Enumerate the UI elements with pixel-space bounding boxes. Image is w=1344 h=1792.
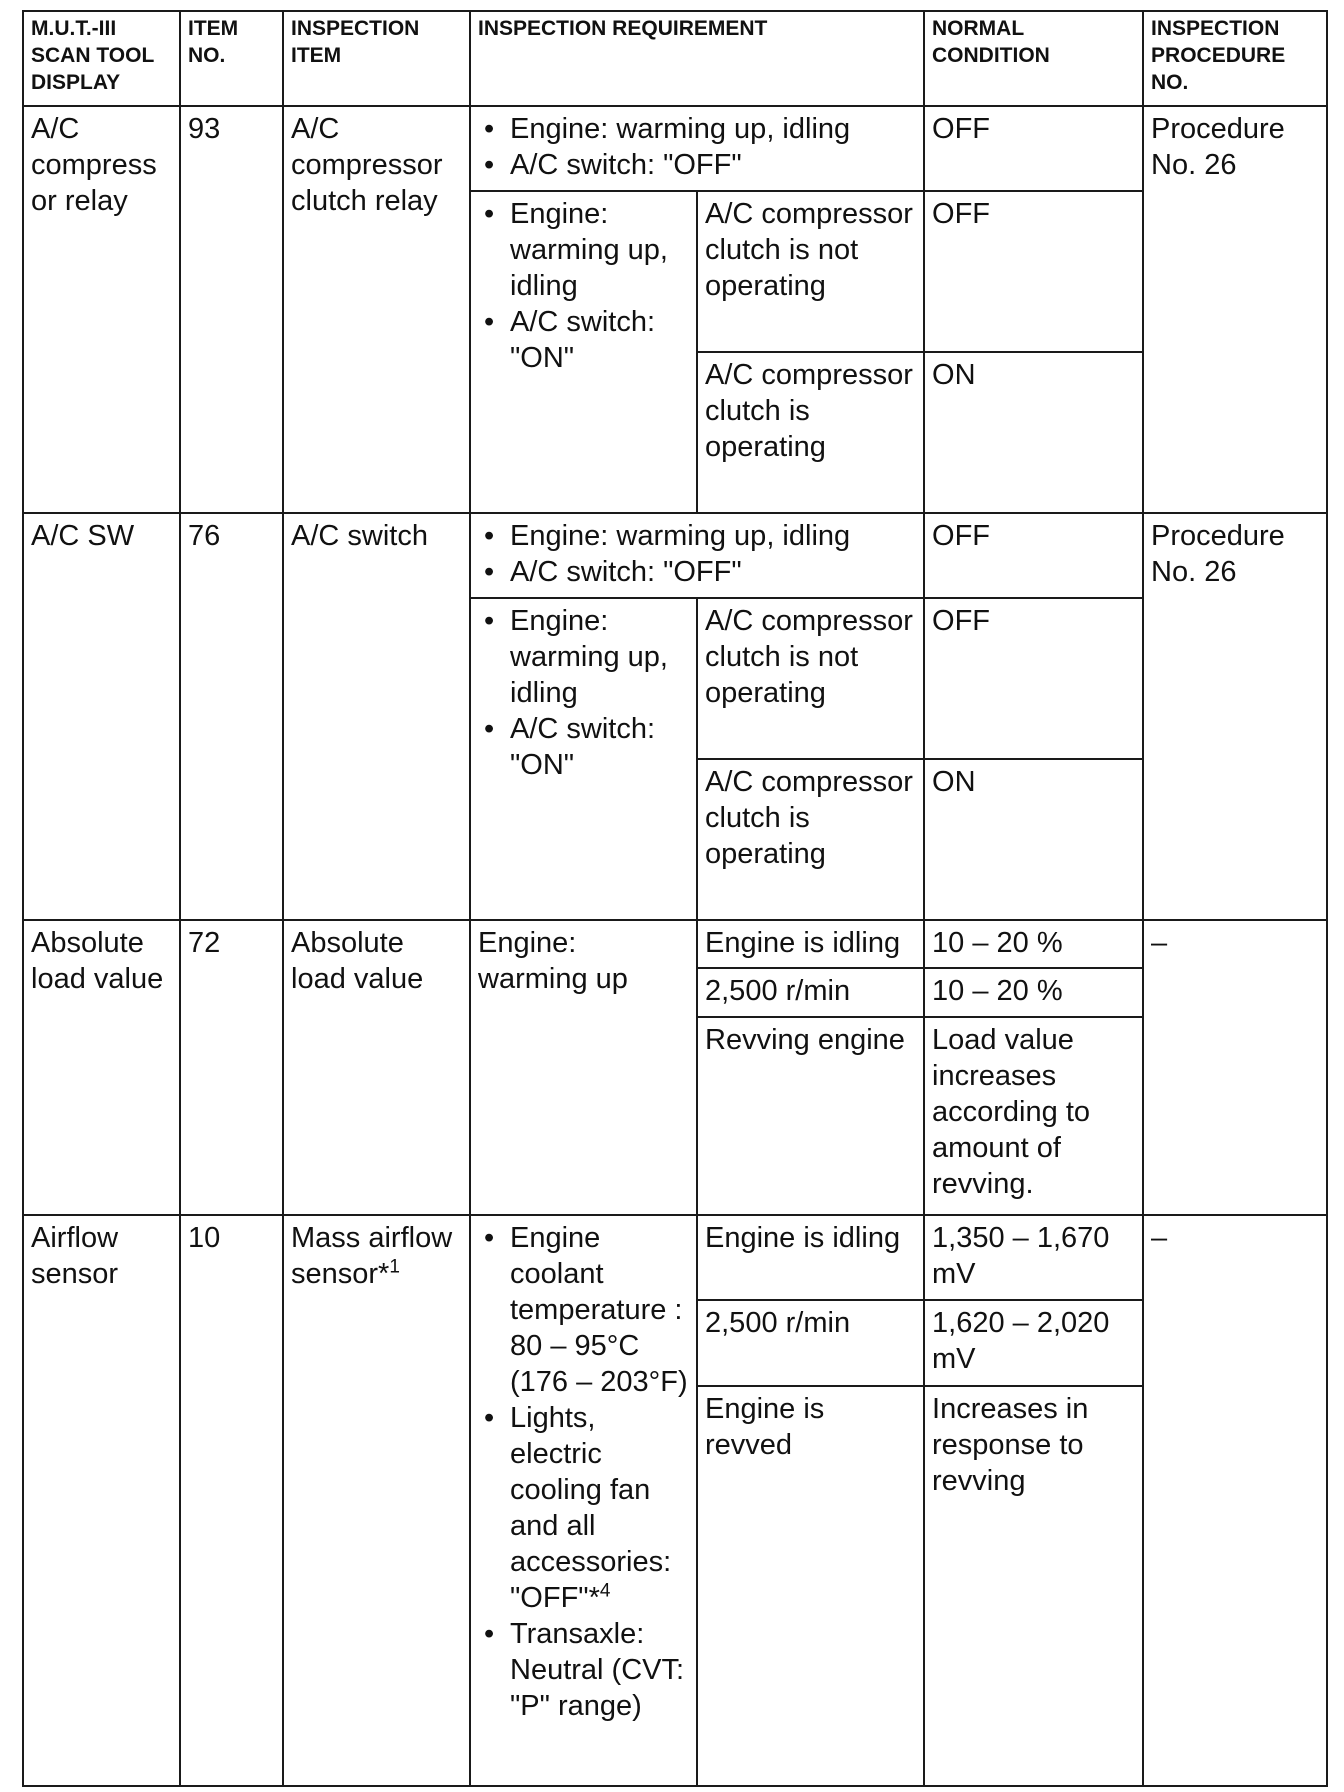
cell-requirement: Engine: warming up bbox=[470, 920, 697, 1215]
cell-procedure: Procedure No. 26 bbox=[1143, 106, 1327, 513]
cell-condition: 2,500 r/min bbox=[697, 1300, 924, 1386]
header-normal: NORMAL CONDITION bbox=[924, 11, 1143, 106]
list-item-text: Lights, electric cooling fan and all accessories: "OFF"* bbox=[510, 1402, 672, 1615]
cell-normal: 1,350 – 1,670 mV bbox=[924, 1215, 1143, 1300]
list-item: • Engine: warming up, idling bbox=[510, 603, 689, 711]
cell-procedure: – bbox=[1143, 1215, 1327, 1786]
item-text: Mass airflow sensor* bbox=[291, 1222, 453, 1291]
cell-display: A/C compress or relay bbox=[23, 106, 180, 513]
header-item: INSPECTION ITEM bbox=[283, 11, 470, 106]
cell-requirement bbox=[470, 1215, 697, 1786]
cell-item-no: 72 bbox=[180, 920, 283, 1215]
cell-normal: 10 – 20 % bbox=[924, 920, 1143, 968]
table-row bbox=[23, 513, 1327, 598]
cell-normal: Load value increases according to amount of revving. bbox=[924, 1017, 1143, 1215]
cell-item: A/C switch bbox=[283, 513, 470, 920]
table-row bbox=[23, 920, 1327, 968]
list-item: • A/C switch: "ON" bbox=[510, 711, 689, 783]
cell-normal: OFF bbox=[924, 191, 1143, 352]
header-requirement: INSPECTION REQUIREMENT bbox=[470, 11, 924, 106]
cell-item-no: 10 bbox=[180, 1215, 283, 1786]
cell-procedure: – bbox=[1143, 920, 1327, 1215]
inspection-table bbox=[22, 10, 1328, 1787]
header-display: M.U.T.-III SCAN TOOL DISPLAY bbox=[23, 11, 180, 106]
cell-display: A/C SW bbox=[23, 513, 180, 920]
cell-normal: OFF bbox=[924, 106, 1143, 191]
cell-condition: Revving engine bbox=[697, 1017, 924, 1215]
cell-requirement bbox=[470, 191, 697, 513]
cell-requirement bbox=[470, 513, 924, 598]
table-row bbox=[23, 106, 1327, 191]
cell-item-no: 76 bbox=[180, 513, 283, 920]
list-item: • Transaxle: Neutral (CVT: "P" range) bbox=[510, 1616, 689, 1724]
cell-item bbox=[283, 1215, 470, 1786]
list-item: • Engine: warming up, idling bbox=[510, 111, 916, 147]
footnote-marker: 4 bbox=[599, 1580, 611, 1602]
cell-item: A/C compressor clutch relay bbox=[283, 106, 470, 513]
cell-condition: A/C compressor clutch is not operating bbox=[697, 191, 924, 352]
cell-condition: A/C compressor clutch is not operating bbox=[697, 598, 924, 759]
cell-condition: Engine is idling bbox=[697, 1215, 924, 1300]
footnote-marker: 1 bbox=[389, 1256, 400, 1278]
cell-display: Absolute load value bbox=[23, 920, 180, 1215]
cell-display: Airflow sensor bbox=[23, 1215, 180, 1786]
cell-condition: A/C compressor clutch is operating bbox=[697, 759, 924, 920]
cell-procedure: Procedure No. 26 bbox=[1143, 513, 1327, 920]
cell-normal: OFF bbox=[924, 513, 1143, 598]
cell-requirement bbox=[470, 598, 697, 920]
header-procedure: INSPECTION PROCEDURE NO. bbox=[1143, 11, 1327, 106]
cell-normal: 1,620 – 2,020 mV bbox=[924, 1300, 1143, 1386]
cell-condition: A/C compressor clutch is operating bbox=[697, 352, 924, 513]
cell-condition: 2,500 r/min bbox=[697, 968, 924, 1017]
header-item-no: ITEM NO. bbox=[180, 11, 283, 106]
cell-item: Absolute load value bbox=[283, 920, 470, 1215]
cell-normal: ON bbox=[924, 759, 1143, 920]
cell-normal: 10 – 20 % bbox=[924, 968, 1143, 1017]
cell-normal: ON bbox=[924, 352, 1143, 513]
cell-condition: Engine is revved bbox=[697, 1386, 924, 1786]
header-row bbox=[23, 11, 1327, 106]
list-item: • A/C switch: "ON" bbox=[510, 304, 689, 376]
list-item bbox=[510, 1400, 689, 1616]
cell-normal: Increases in response to revving bbox=[924, 1386, 1143, 1786]
list-item: • Engine coolant temperature : 80 – 95°C (176 – 203°F) bbox=[510, 1220, 689, 1400]
table-row bbox=[23, 1215, 1327, 1300]
cell-item-no: 93 bbox=[180, 106, 283, 513]
list-item: • A/C switch: "OFF" bbox=[510, 147, 916, 183]
list-item: • A/C switch: "OFF" bbox=[510, 554, 916, 590]
cell-requirement bbox=[470, 106, 924, 191]
cell-normal: OFF bbox=[924, 598, 1143, 759]
list-item: • Engine: warming up, idling bbox=[510, 196, 689, 304]
list-item: • Engine: warming up, idling bbox=[510, 518, 916, 554]
cell-condition: Engine is idling bbox=[697, 920, 924, 968]
